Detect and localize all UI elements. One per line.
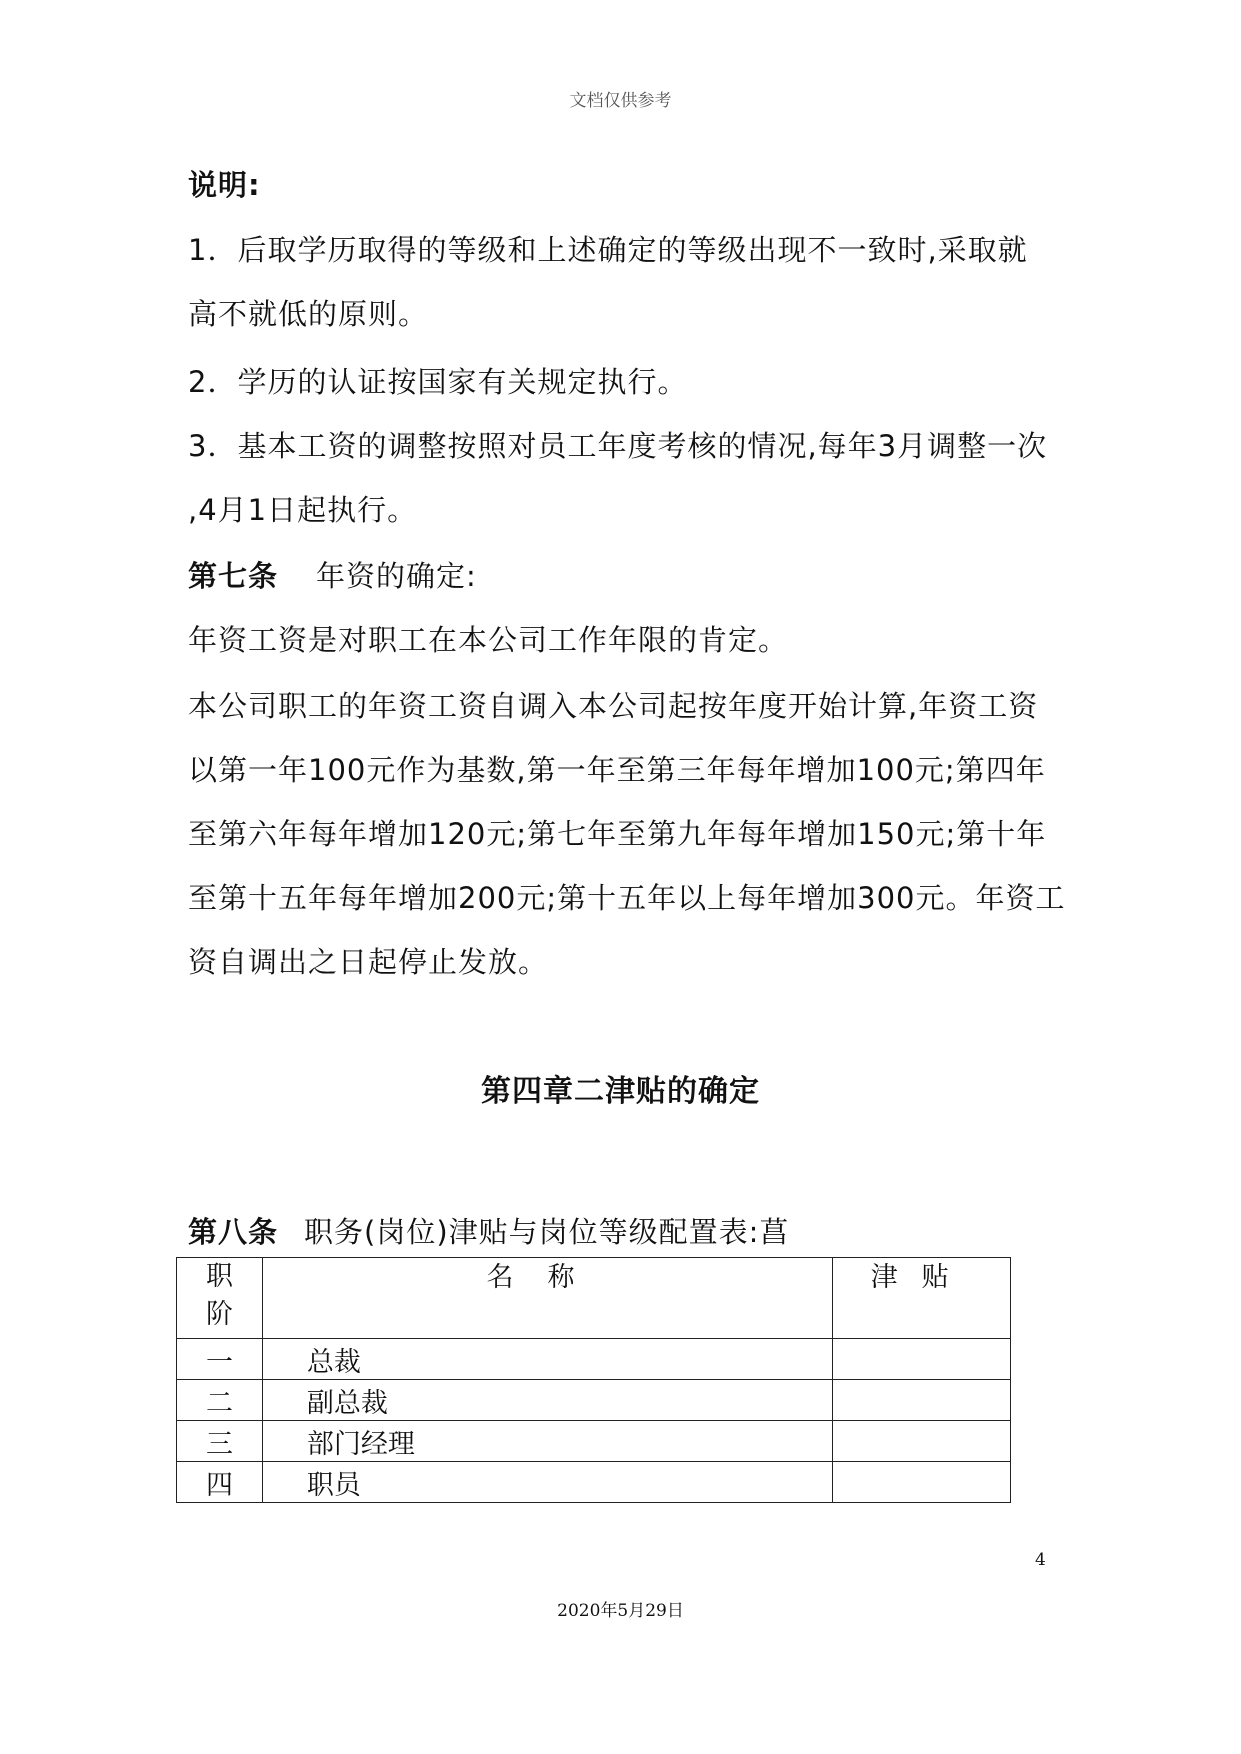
notes-title: 说明: (188, 168, 261, 202)
allowance-table (176, 1257, 1011, 1503)
table-header-row (177, 1258, 1011, 1339)
page-header: 文档仅供参考 (569, 91, 672, 111)
note-item-1: 1．后取学历取得的等级和上述确定的等级出现不一致时,采取就 (188, 233, 1028, 267)
article-7-para-2-line-1: 本公司职工的年资工资自调入本公司起按年度开始计算,年资工资 (188, 689, 1039, 723)
note-item-3-continued: ,4月1日起执行。 (188, 493, 418, 527)
allowance-cell (833, 1380, 1011, 1421)
rank-cell: 一 (177, 1339, 263, 1380)
name-cell: 副总裁 (262, 1380, 832, 1421)
allowance-cell (833, 1462, 1011, 1503)
rank-cell: 三 (177, 1421, 263, 1462)
article-7-para-2-line-4: 至第十五年每年增加200元;第十五年以上每年增加300元。年资工 (188, 881, 1066, 915)
name-cell: 总裁 (262, 1339, 832, 1380)
note-item-3: 3．基本工资的调整按照对员工年度考核的情况,每年3月调整一次 (188, 429, 1048, 463)
allowance-cell (833, 1339, 1011, 1380)
name-cell: 部门经理 (262, 1421, 832, 1462)
table-row (177, 1380, 1011, 1421)
note-item-1-continued: 高不就低的原则。 (188, 297, 429, 331)
table-row (177, 1421, 1011, 1462)
footer-date: 2020年5月29日 (557, 1601, 684, 1621)
header-name: 名称 (262, 1258, 832, 1339)
chapter-title: 第四章二津贴的确定 (481, 1074, 760, 1109)
table-row (177, 1339, 1011, 1380)
table-row (177, 1462, 1011, 1503)
rank-cell: 四 (177, 1462, 263, 1503)
name-cell: 职员 (262, 1462, 832, 1503)
article-8-label: 第八条 (188, 1215, 279, 1249)
article-7-label: 第七条 (188, 559, 279, 593)
article-8-heading (188, 1212, 789, 1252)
article-7-heading (188, 556, 477, 596)
article-7-para-2-line-5: 资自调出之日起停止发放。 (188, 945, 549, 979)
allowance-cell (833, 1421, 1011, 1462)
page-number: 4 (1035, 1550, 1046, 1570)
article-7-para-2-line-3: 至第六年每年增加120元;第七年至第九年每年增加150元;第十年 (188, 817, 1047, 851)
note-item-2: 2．学历的认证按国家有关规定执行。 (188, 365, 688, 399)
rank-cell: 二 (177, 1380, 263, 1421)
article-7-para-1: 年资工资是对职工在本公司工作年限的肯定。 (188, 623, 789, 657)
header-rank: 职 阶 (177, 1258, 263, 1339)
article-8-title: 职务(岗位)津贴与岗位等级配置表:菖 (304, 1215, 790, 1249)
article-7-title: 年资的确定: (316, 559, 477, 593)
header-allowance: 津贴 (833, 1258, 1011, 1339)
article-7-para-2-line-2: 以第一年100元作为基数,第一年至第三年每年增加100元;第四年 (188, 753, 1046, 787)
